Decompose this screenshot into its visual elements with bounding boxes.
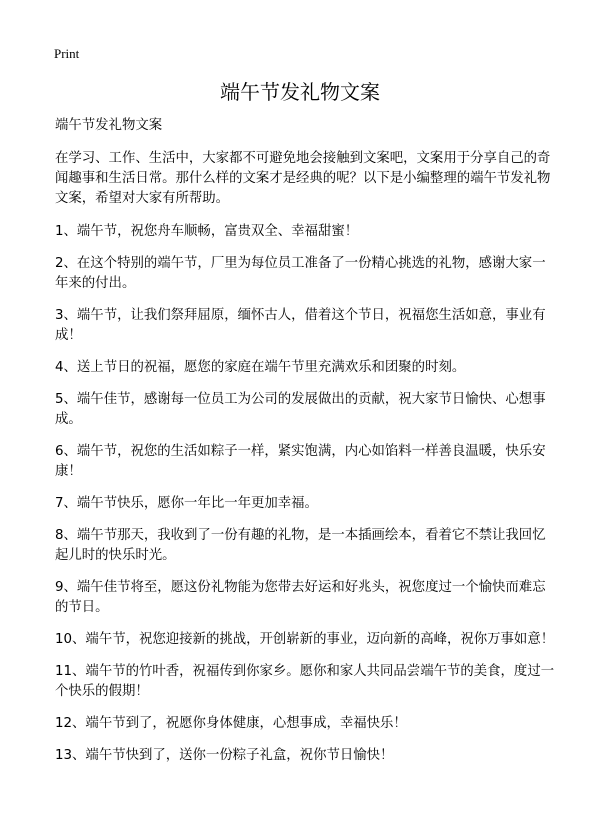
list-item: 13、端午节快到了，送你一份粽子礼盒，祝你节日愉快！ xyxy=(55,748,394,763)
document-subtitle: 端午节发礼物文案 xyxy=(55,118,163,133)
list-item: 12、端午节到了，祝愿你身体健康，心想事成，幸福快乐！ xyxy=(55,716,407,731)
print-link[interactable]: Print xyxy=(54,46,80,61)
list-item: 2、在这个特别的端午节，厂里为每位员工准备了一份精心挑选的礼物，感谢大家一年来的付出。 xyxy=(55,256,546,291)
list-item: 9、端午佳节将至，愿这份礼物能为您带去好运和好兆头，祝您度过一个愉快而难忘的节日。 xyxy=(55,580,546,615)
list-item: 1、端午节，祝您舟车顺畅，富贵双全、幸福甜蜜！ xyxy=(55,224,359,239)
list-item: 8、端午节那天，我收到了一份有趣的礼物，是一本插画绘本，看着它不禁让我回忆起儿时的快乐时光。 xyxy=(55,528,546,563)
list-item: 10、端午节，祝您迎接新的挑战，开创崭新的事业，迈向新的高峰，祝你万事如意！ xyxy=(55,632,555,647)
list-item: 6、端午节，祝您的生活如粽子一样，紧实饱满，内心如馅料一样善良温暖，快乐安康！ xyxy=(55,444,546,479)
intro-paragraph: 在学习、工作、生活中，大家都不可避免地会接触到文案吧，文案用于分享自己的奇闻趣事和生活日常。那什么样的文案才是经典的呢？以下是小编整理的端午节发礼物文案，希望对大家有所帮助。 xyxy=(55,151,551,206)
list-item: 3、端午节，让我们祭拜屈原，缅怀古人，借着这个节日，祝福您生活如意，事业有成！ xyxy=(55,308,546,343)
document-title: 端午节发礼物文案 xyxy=(220,80,380,104)
list-item: 4、送上节日的祝福，愿您的家庭在端午节里充满欢乐和团聚的时刻。 xyxy=(55,360,466,375)
list-item: 7、端午节快乐，愿你一年比一年更加幸福。 xyxy=(55,496,318,511)
document-body xyxy=(55,116,555,778)
list-item: 5、端午佳节，感谢每一位员工为公司的发展做出的贡献，祝大家节日愉快、心想事成。 xyxy=(55,392,546,427)
list-item: 11、端午节的竹叶香，祝福传到你家乡。愿你和家人共同品尝端午节的美食，度过一个快乐的假期！ xyxy=(55,664,555,699)
